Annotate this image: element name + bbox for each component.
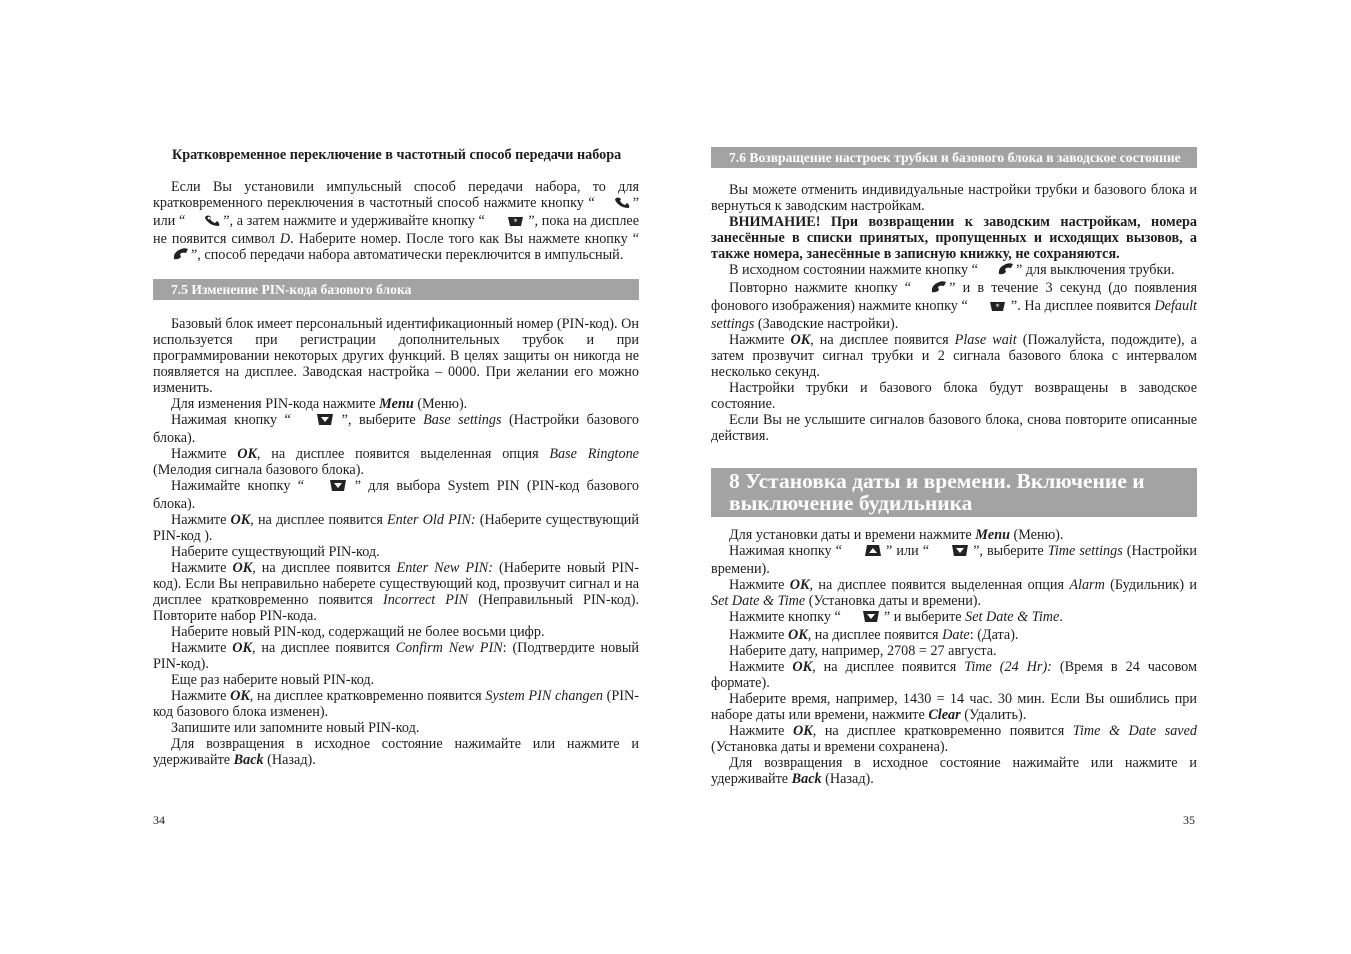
text-run: ВНИМАНИЕ! При возвращении к заводским настройкам, номера занесённые в списки принятых, пропущенных и исходящих вызовов, а также номера, занесённые в записную книжку, не сохраняются. bbox=[711, 214, 1197, 262]
paragraph bbox=[711, 577, 1197, 609]
paragraph bbox=[711, 332, 1197, 380]
text-run: ”, пока на дисплее не появится символ bbox=[153, 213, 640, 247]
text-run: Наберите новый PIN-код, содержащий не более восьми цифр. bbox=[171, 624, 545, 640]
text-run: OK bbox=[232, 640, 252, 656]
paragraph bbox=[711, 643, 1197, 659]
paragraph bbox=[153, 672, 639, 688]
paragraph bbox=[153, 560, 639, 624]
paragraph bbox=[711, 262, 1197, 280]
text-run: Нажимая кнопку “ bbox=[729, 543, 847, 559]
paragraph bbox=[153, 446, 639, 478]
text-run: Alarm bbox=[1069, 577, 1105, 593]
text-run: Нажмите bbox=[171, 640, 233, 656]
text-run: Нажмите bbox=[171, 560, 233, 576]
paragraph bbox=[711, 543, 1197, 577]
text-run: : (Подтвердите новый PIN-код). bbox=[153, 640, 639, 672]
text-run: Вы можете отменить индивидуальные настройки трубки и базового блока и вернуться к заводским настройкам. bbox=[711, 182, 1197, 214]
text-run: Для возвращения в исходное состояние нажимайте или нажмите и удерживайте bbox=[153, 736, 639, 768]
text-run: Back bbox=[791, 771, 822, 787]
text-run: “ bbox=[588, 195, 595, 211]
text-run: , на дисплее появится bbox=[250, 512, 388, 528]
paragraph bbox=[153, 179, 639, 265]
text-run: (Установка даты и времени сохранена). bbox=[711, 739, 949, 755]
paragraph bbox=[711, 627, 1197, 643]
text-run: Для установки даты и времени нажмите bbox=[729, 527, 976, 543]
paragraph bbox=[711, 755, 1197, 787]
paragraph bbox=[153, 720, 639, 736]
paragraph bbox=[711, 380, 1197, 412]
section-7-5-title: 7.5 Изменение PIN-кода базового блока bbox=[153, 279, 639, 300]
paragraph bbox=[711, 723, 1197, 755]
text-run: OK bbox=[237, 446, 257, 462]
text-run: , на дисплее появится bbox=[810, 332, 955, 348]
left-page-intro bbox=[153, 179, 639, 265]
text-run: Menu bbox=[379, 396, 414, 412]
text-run: Base settings bbox=[423, 412, 502, 428]
text-run: Enter Old PIN: bbox=[387, 512, 476, 528]
text-run: OK bbox=[230, 688, 250, 704]
paragraph bbox=[711, 280, 1197, 332]
text-run: Time settings bbox=[1047, 543, 1123, 559]
text-run: ” для выключения трубки. bbox=[1015, 262, 1175, 278]
text-run: D bbox=[279, 231, 291, 247]
paragraph bbox=[153, 316, 639, 396]
chapter-8-body bbox=[711, 527, 1197, 787]
text-run: . Наберите номер. После того как Вы нажмете кнопку “ bbox=[290, 231, 639, 247]
text-run: Нажмите bbox=[729, 627, 788, 643]
text-run: Для возвращения в исходное состояние нажимайте или нажмите и удерживайте bbox=[711, 755, 1197, 787]
text-run: , на дисплее появится bbox=[807, 627, 943, 643]
text-run: Наберите существующий PIN-код. bbox=[171, 544, 380, 560]
paragraph bbox=[711, 691, 1197, 723]
text-run: Нажмите bbox=[171, 446, 238, 462]
paragraph bbox=[711, 214, 1197, 262]
text-run: , на дисплее появится выделенная опция bbox=[809, 577, 1070, 593]
text-run: (Неправильный PIN-код). Повторите набор PIN-кода. bbox=[153, 592, 639, 624]
page-number-left: 34 bbox=[153, 813, 165, 827]
text-run: (Время в 24 часовом формате). bbox=[711, 659, 1197, 691]
paragraph bbox=[153, 478, 639, 512]
text-run: ”, выберите bbox=[969, 543, 1048, 559]
text-run: System PIN changen bbox=[485, 688, 604, 704]
text-run: Default settings bbox=[711, 298, 1197, 332]
paragraph bbox=[711, 527, 1197, 543]
text-run: ” и выберите bbox=[880, 609, 966, 625]
paragraph bbox=[153, 412, 639, 446]
text-run: , на дисплее кратковременно появится bbox=[812, 723, 1073, 739]
text-run: OK bbox=[787, 627, 808, 643]
text-run: Наберите дату, например, 2708 = 27 августа. bbox=[729, 643, 997, 659]
text-run: Нажмите bbox=[729, 577, 790, 593]
paragraph bbox=[153, 544, 639, 560]
text-run: Time & Date saved bbox=[1072, 723, 1197, 739]
text-run: Для изменения PIN-кода нажмите bbox=[171, 396, 380, 412]
text-run: Если Вы установили импульсный способ передачи набора, то для кратковременного переключения в частотный способ нажмите кнопку bbox=[153, 179, 639, 211]
text-run: В исходном состоянии нажмите кнопку “ bbox=[729, 262, 978, 278]
text-run: OK bbox=[792, 723, 813, 739]
text-run: Confirm New PIN bbox=[395, 640, 503, 656]
text-run: (Наберите новый PIN-код). Если Вы неправильно наберете существующий код, прозвучит сигнал и на дисплее кратковременно появится bbox=[153, 560, 639, 608]
text-run: Clear bbox=[928, 707, 961, 723]
paragraph bbox=[153, 512, 639, 544]
text-run: ”, а затем нажмите и удерживайте кнопку “ bbox=[223, 213, 489, 229]
text-run: ” или “ bbox=[882, 543, 934, 559]
paragraph bbox=[711, 412, 1197, 444]
text-run: (Установка даты и времени). bbox=[805, 593, 982, 609]
text-run: ”, способ передачи набора автоматически переключится в импульсный. bbox=[191, 247, 624, 263]
end-key-icon bbox=[153, 247, 191, 265]
star-key-icon bbox=[489, 215, 525, 231]
page-number-right: 35 bbox=[1183, 813, 1195, 827]
text-run: (Будильник) и bbox=[1104, 577, 1197, 593]
text-run: (PIN-код базового блока изменен). bbox=[153, 688, 639, 720]
nav-down-key-icon bbox=[298, 413, 334, 430]
text-run: Set Date & Time bbox=[711, 593, 806, 609]
section-7-5-body bbox=[153, 316, 639, 768]
paragraph bbox=[153, 688, 639, 720]
text-run: Incorrect PIN bbox=[382, 592, 469, 608]
text-run: ” для выбора System PIN (PIN-код базового блока). bbox=[153, 478, 639, 512]
text-run: Back bbox=[233, 752, 264, 768]
text-run: Запишите или запомните новый PIN-код. bbox=[171, 720, 420, 736]
left-page-subheading: Кратковременное переключение в частотный способ передачи набора bbox=[172, 147, 622, 163]
text-run: (Меню). bbox=[1009, 527, 1064, 543]
text-run: OK bbox=[789, 577, 810, 593]
text-run: , на дисплее кратковременно появится bbox=[249, 688, 486, 704]
text-run: Еще раз наберите новый PIN-код. bbox=[171, 672, 375, 688]
text-run: , на дисплее появится bbox=[252, 560, 397, 576]
end-key-icon bbox=[911, 280, 949, 298]
text-run: Наберите время, например, 1430 = 14 час. 30 мин. Если Вы ошиблись при наборе даты или времени, нажмите bbox=[711, 691, 1197, 723]
svg-text:*: * bbox=[513, 217, 518, 227]
call-key-icon bbox=[595, 196, 633, 213]
text-run: (Назад). bbox=[821, 771, 874, 787]
text-run: Настройки трубки и базового блока будут возвращены в заводское состояние. bbox=[711, 380, 1197, 412]
text-run: Нажмите bbox=[171, 688, 231, 704]
text-run: (Удалить). bbox=[960, 707, 1027, 723]
text-run: Date bbox=[942, 627, 970, 643]
text-run: (Настройки времени). bbox=[711, 543, 1197, 577]
paragraph bbox=[711, 659, 1197, 691]
text-run: (Назад). bbox=[263, 752, 316, 768]
text-run: ” и в течение 3 секунд (до появления фонового изображения) нажмите кнопку “ bbox=[711, 280, 1197, 314]
text-run: . bbox=[1059, 609, 1063, 625]
text-run: (Меню). bbox=[413, 396, 468, 412]
nav-up-key-icon bbox=[846, 544, 882, 561]
text-run: OK bbox=[790, 332, 811, 348]
text-run: Базовый блок имеет персональный идентификационный номер (PIN-код). Он используется при регистрации дополнительных трубок и при программировании некоторых других функций. В целях защиты он никогда не появляется на дисплее. Заводская настройка – 0000. При желании его можно изменить. bbox=[153, 316, 639, 396]
section-7-6-title: 7.6 Возвращение настроек трубки и базового блока в заводское состояние bbox=[711, 147, 1197, 168]
text-run: ”. На дисплее появится bbox=[1007, 298, 1155, 314]
text-run: Нажимайте кнопку “ bbox=[171, 478, 312, 494]
paragraph bbox=[711, 182, 1197, 214]
text-run: Нажмите bbox=[171, 512, 231, 528]
paragraph bbox=[711, 609, 1197, 627]
call-key-alt-icon bbox=[185, 214, 223, 231]
text-run: Нажимая кнопку “ bbox=[171, 412, 299, 428]
nav-down-key-icon bbox=[844, 610, 880, 627]
text-run: Нажмите bbox=[729, 332, 791, 348]
paragraph bbox=[153, 736, 639, 768]
star-key-icon bbox=[971, 300, 1007, 316]
text-run: Base Ringtone bbox=[549, 446, 639, 462]
text-run: , на дисплее появится bbox=[251, 640, 396, 656]
text-run: (Заводские настройки). bbox=[754, 316, 899, 332]
text-run: (Наберите существующий PIN-код ). bbox=[153, 512, 639, 544]
text-run: (Мелодия сигнала базового блока). bbox=[153, 462, 364, 478]
text-run: OK bbox=[792, 659, 813, 675]
text-run: : (Дата). bbox=[969, 627, 1019, 643]
svg-text:*: * bbox=[995, 302, 1000, 312]
text-run: OK bbox=[230, 512, 251, 528]
text-run: , на дисплее появится bbox=[812, 659, 965, 675]
right-page-column bbox=[711, 147, 1197, 787]
paragraph bbox=[153, 624, 639, 640]
text-run: Если Вы не услышите сигналов базового блока, снова повторите описанные действия. bbox=[711, 412, 1197, 444]
section-7-6-body bbox=[711, 182, 1197, 444]
text-run: Plase wait bbox=[954, 332, 1017, 348]
text-run: Time (24 Hr): bbox=[964, 659, 1052, 675]
text-run: Enter New PIN: bbox=[396, 560, 493, 576]
chapter-8-title: 8 Установка даты и времени. Включение и выключение будильника bbox=[711, 468, 1197, 517]
paragraph bbox=[153, 396, 639, 412]
text-run: (Настройки базового блока). bbox=[153, 412, 639, 446]
text-run: Set Date & Time bbox=[965, 609, 1060, 625]
text-run: Нажмите кнопку “ bbox=[729, 609, 845, 625]
text-run: ” или “ bbox=[153, 195, 639, 229]
text-run: Нажмите bbox=[729, 723, 793, 739]
text-run: OK bbox=[232, 560, 253, 576]
left-page-column bbox=[153, 147, 639, 768]
end-key-icon bbox=[978, 262, 1016, 280]
text-run: (Пожалуйста, подождите), а затем прозвучит сигнал трубки и 2 сигнала базового блока с интервалом несколько секунд. bbox=[711, 332, 1197, 380]
text-run: , на дисплее появится выделенная опция bbox=[256, 446, 550, 462]
nav-down-key-icon bbox=[933, 544, 969, 561]
paragraph bbox=[153, 640, 639, 672]
nav-down-key-icon bbox=[311, 479, 347, 496]
text-run: Menu bbox=[975, 527, 1010, 543]
text-run: ”, выберите bbox=[334, 412, 424, 428]
text-run: Нажмите bbox=[729, 659, 793, 675]
text-run: Повторно нажмите кнопку “ bbox=[729, 280, 912, 296]
